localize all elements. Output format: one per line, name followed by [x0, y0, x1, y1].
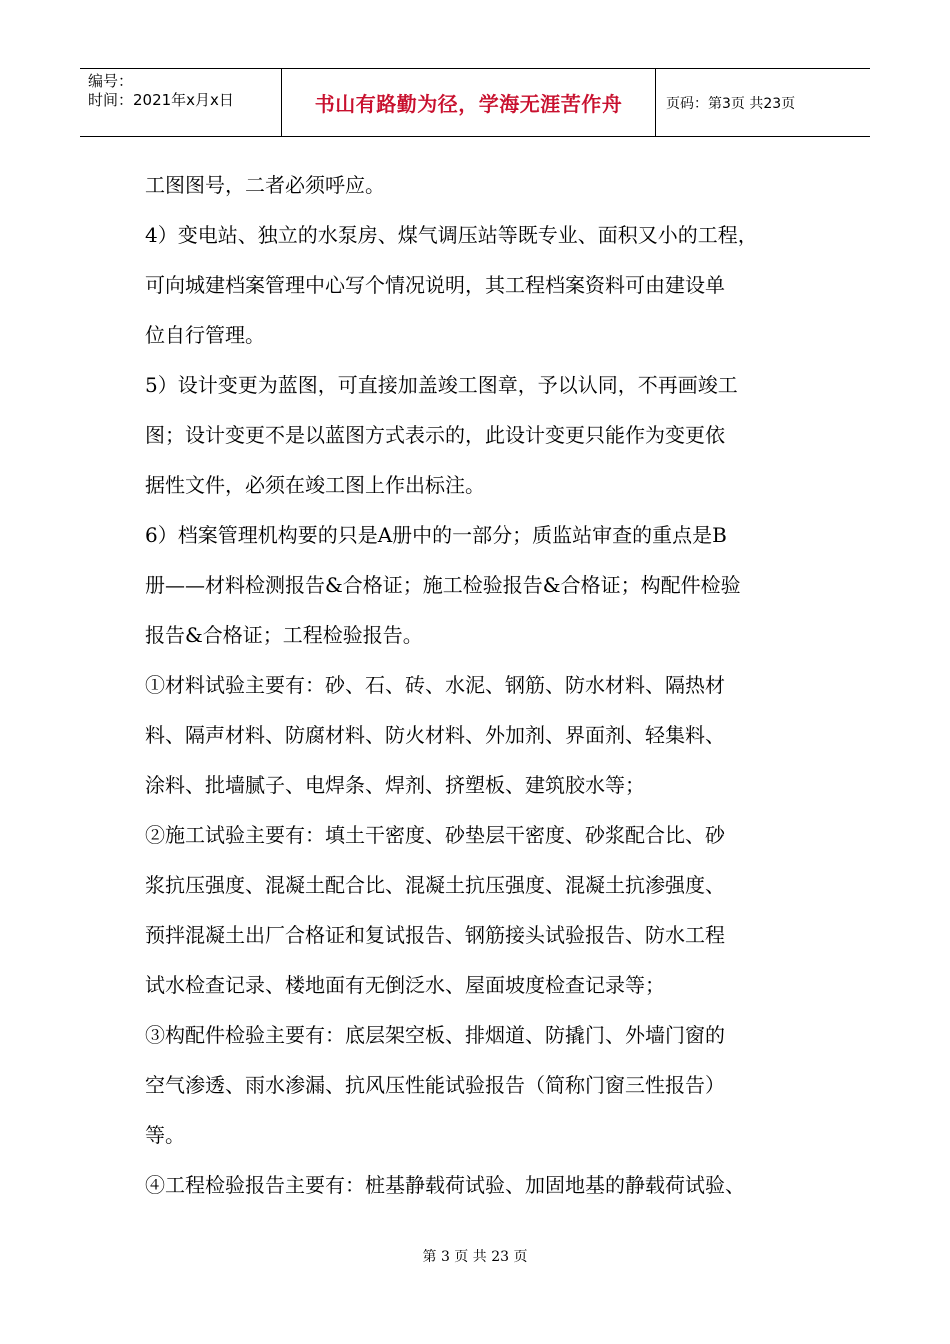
body-line: 册——材料检测报告&合格证；施工检验报告&合格证；构配件检验	[145, 573, 741, 597]
body-line: ③构配件检验主要有：底层架空板、排烟道、防撬门、外墙门窗的	[145, 1023, 725, 1047]
page-header	[80, 68, 870, 137]
body-line: 图；设计变更不是以蓝图方式表示的，此设计变更只能作为变更依	[145, 423, 725, 447]
body-line: 6）档案管理机构要的只是A册中的一部分；质监站审查的重点是B	[145, 523, 727, 547]
body-line: 位自行管理。	[145, 323, 265, 347]
page-footer: 第 3 页 共 23 页	[422, 1249, 528, 1265]
body-line: 4）变电站、独立的水泵房、煤气调压站等既专业、面积又小的工程，	[145, 223, 758, 247]
header-meta	[80, 69, 282, 136]
header-motto: 书山有路勤为径，学海无涯苦作舟	[282, 69, 656, 136]
body-line: 可向城建档案管理中心写个情况说明，其工程档案资料可由建设单	[145, 273, 725, 297]
body-line: 预拌混凝土出厂合格证和复试报告、钢筋接头试验报告、防水工程	[145, 923, 725, 947]
body-line: ④工程检验报告主要有：桩基静载荷试验、加固地基的静载荷试验、	[145, 1173, 745, 1197]
body-line: 料、隔声材料、防腐材料、防火材料、外加剂、界面剂、轻集料、	[145, 723, 725, 747]
serial-number-label: 编号：	[88, 72, 134, 90]
body-line: 5）设计变更为蓝图，可直接加盖竣工图章，予以认同，不再画竣工	[145, 373, 738, 397]
body-line: 据性文件，必须在竣工图上作出标注。	[145, 473, 485, 497]
header-page-info: 页码：第3页 共23页	[666, 95, 796, 112]
date-label: 时间：2021年x月x日	[88, 91, 234, 109]
body-line: 等。	[145, 1123, 185, 1147]
body-line: 报告&合格证；工程检验报告。	[145, 623, 423, 647]
body-line: 涂料、批墙腻子、电焊条、焊剂、挤塑板、建筑胶水等；	[145, 773, 645, 797]
body-line: 浆抗压强度、混凝土配合比、混凝土抗压强度、混凝土抗渗强度、	[145, 873, 725, 897]
body-line: 空气渗透、雨水渗漏、抗风压性能试验报告（简称门窗三性报告）	[145, 1073, 725, 1097]
document-body	[145, 160, 813, 1210]
body-line: ②施工试验主要有：填土干密度、砂垫层干密度、砂浆配合比、砂	[145, 823, 725, 847]
body-line: 试水检查记录、楼地面有无倒泛水、屋面坡度检查记录等；	[145, 973, 665, 997]
body-line: 工图图号，二者必须呼应。	[145, 173, 385, 197]
body-line: ①材料试验主要有：砂、石、砖、水泥、钢筋、防水材料、隔热材	[145, 673, 725, 697]
